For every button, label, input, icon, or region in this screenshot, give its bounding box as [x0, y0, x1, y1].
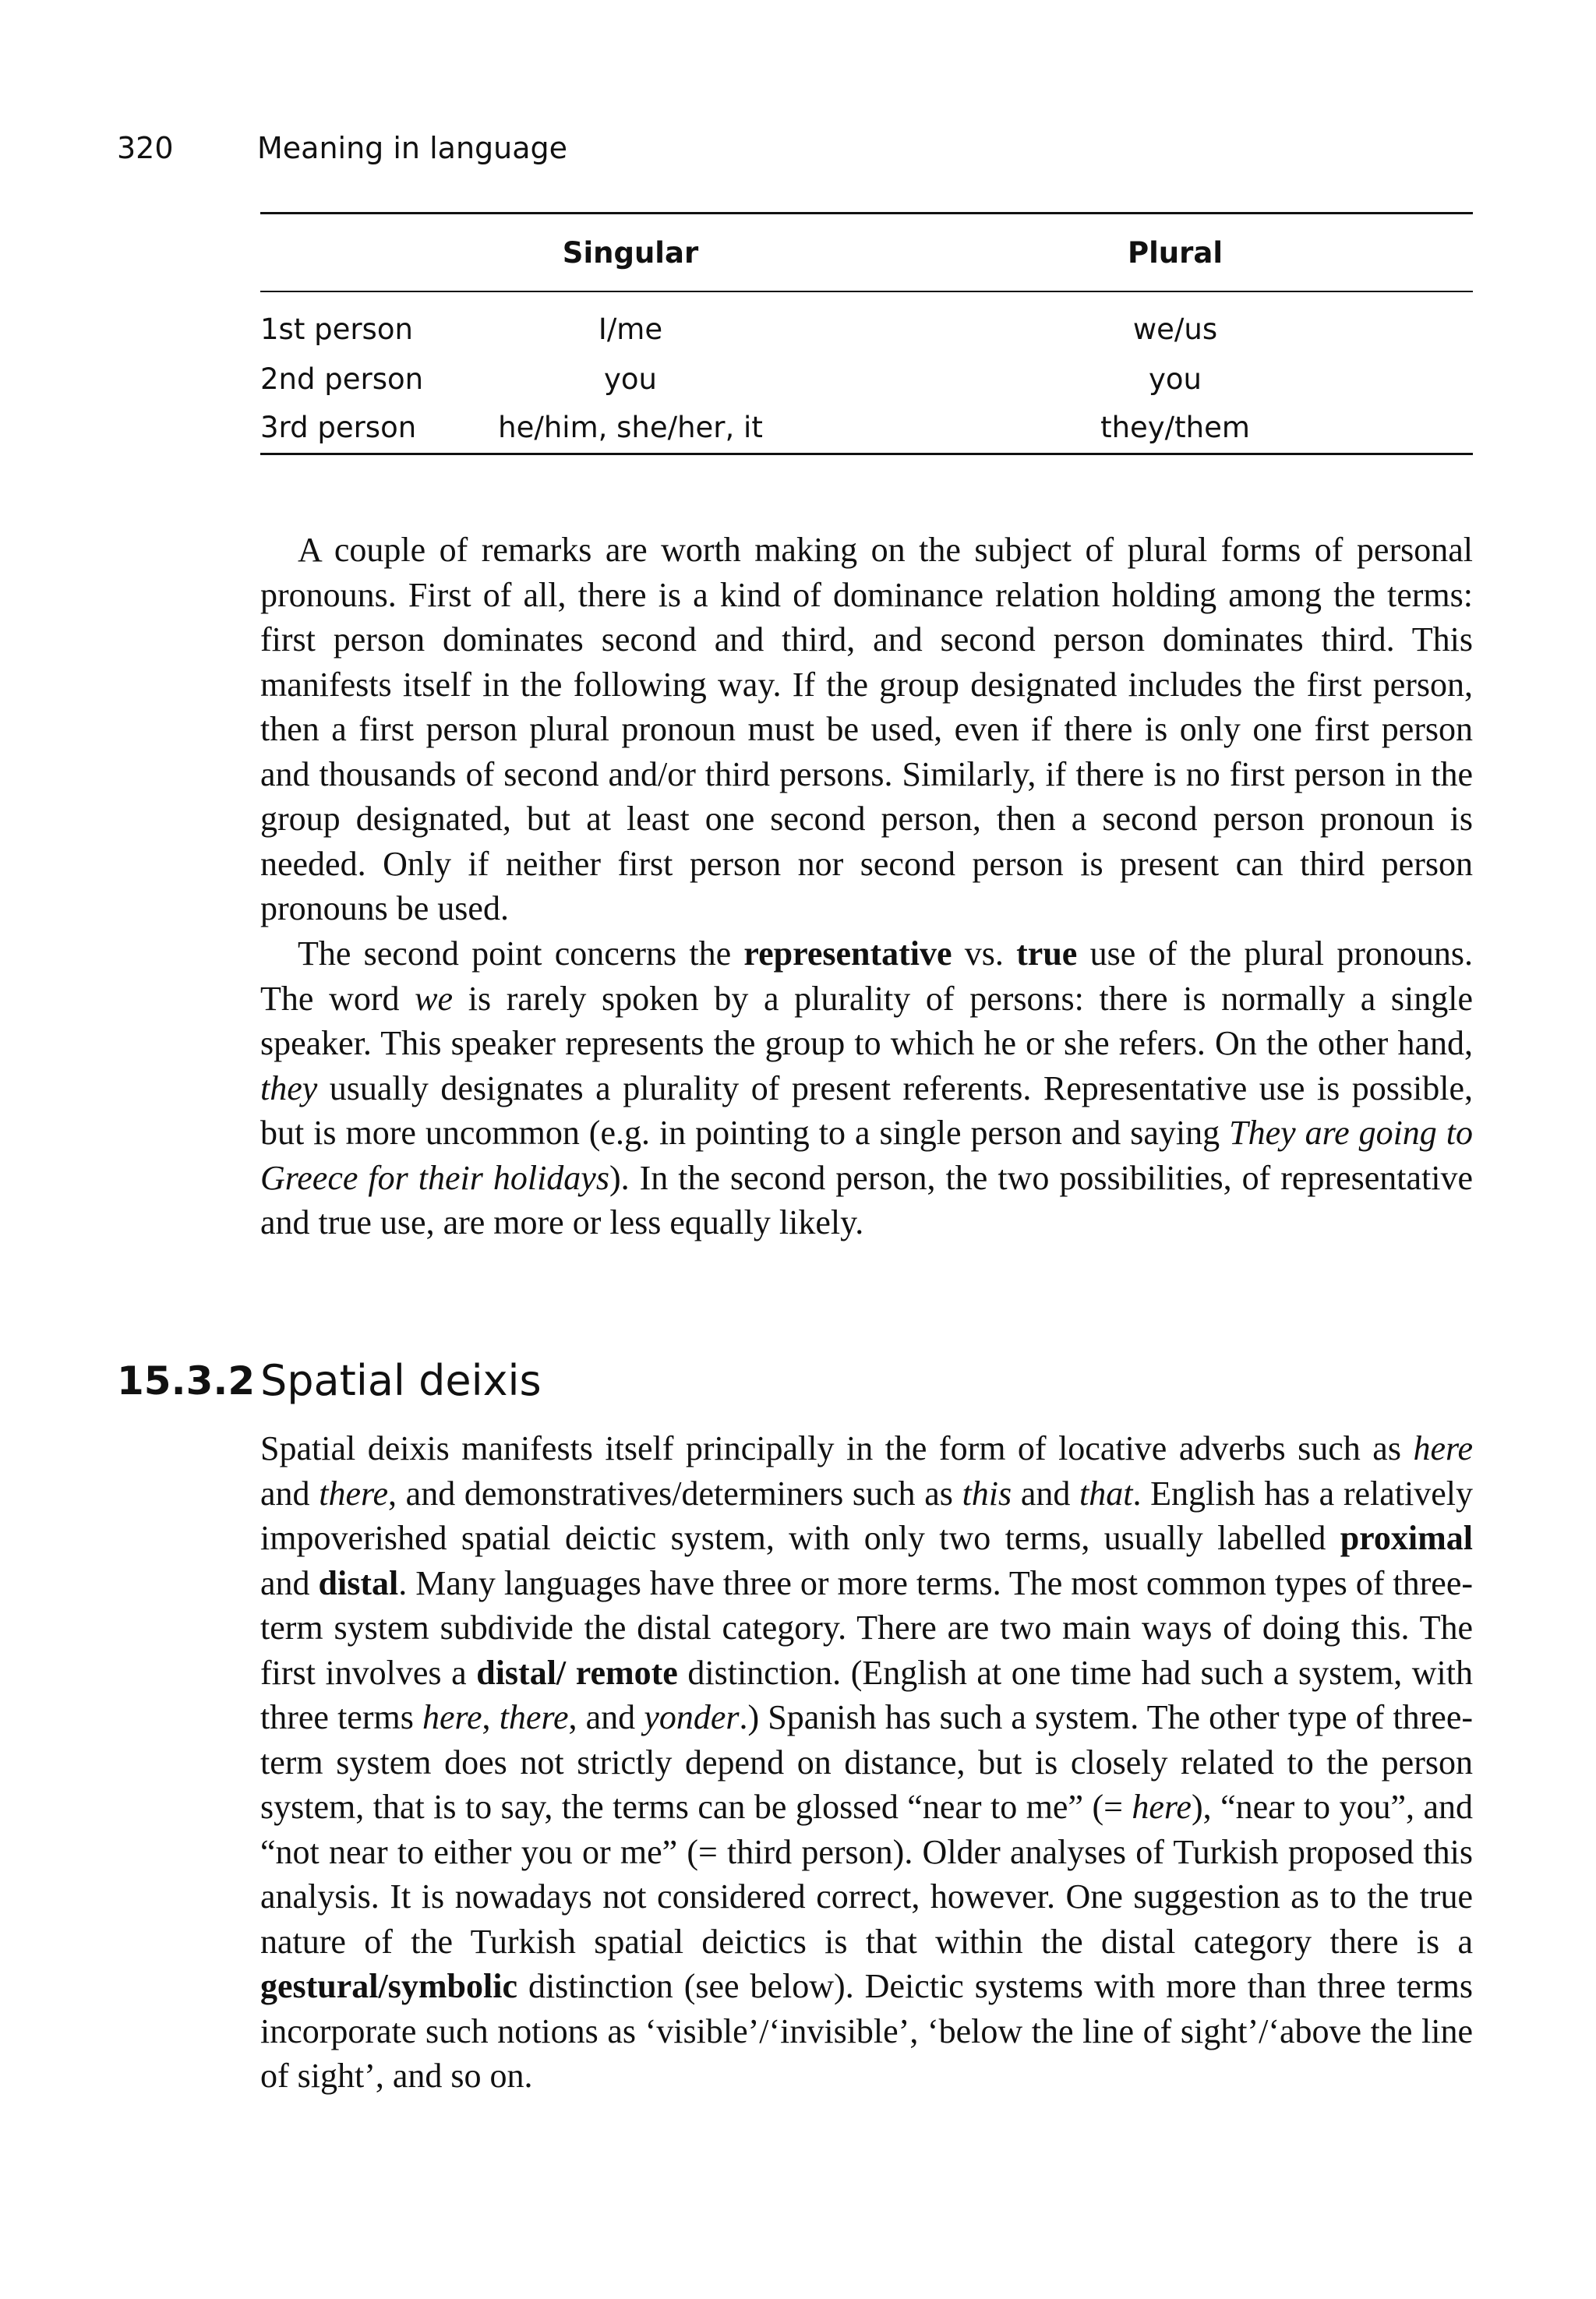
term-distal: distal [318, 1563, 399, 1602]
row-label: 3rd person [260, 411, 417, 444]
term-representative: representative [743, 934, 952, 973]
pronoun-table [260, 212, 1473, 455]
cell-singular: he/him, she/her, it [498, 411, 763, 444]
cell-singular: you [604, 362, 657, 396]
table-row [260, 362, 1473, 406]
column-header-singular: Singular [562, 236, 699, 270]
example-sentence: They are going to Greece for their holidays [260, 1114, 1473, 1197]
running-title: Meaning in language [257, 131, 568, 165]
cell-plural: they/them [1100, 411, 1250, 444]
term-proximal: proximal [1340, 1519, 1473, 1557]
cell-plural: you [1149, 362, 1202, 396]
cell-plural: we/us [1132, 313, 1218, 346]
table-row [260, 313, 1473, 356]
paragraph-plural-remarks: A couple of remarks are worth making on the subject of plural forms of personal pronouns. First of all, there is a kind of dominance relation holding among the terms: first person dominates second and third, and second person dominates third. This manifests itself in the following way. If the group designated includes the first person, then a first person plural pronoun must be used, even if there is only one first person and thousands of second and/or third persons. Similarly, if there is no first person in the group designated, but at least one second person, then a second person pronoun is needed. Only if neither first person nor second person is present can third person pronouns be used. [260, 531, 1473, 927]
term-true: true [1016, 934, 1078, 973]
table-row [260, 411, 1473, 454]
paragraph-spatial-deixis: Spatial deixis manifests itself principally in the form of locative adverbs such as here and there, and demonstratives/determiners such as this and that. English has a relatively impoverished spatial deictic system, with only two terms, usually labelled proximal and distal. Many languages have three or more terms. The most common types of three-term system subdivide the distal category. There are two main ways of doing this. The first involves a distal/ remote distinction. (English at one time had such a system, with three terms here, there, and yonder.) Spanish has such a system. The other type of three-term system does not strictly depend on distance, but is closely related to the person system, that is to say, the terms can be glossed “near to me” (= here), “near to you”, and “not near to either you or me” (= third person). Older analyses of Turkish proposed this analysis. It is nowadays not considered correct, however. One suggestion as to the true nature of the Turkish spatial deictics is that within the distal category there is a gestural/symbolic distinction (see below). Deictic systems with more than three terms incorporate such notions as ‘visible’/‘invisible’, ‘below the line of sight’/‘above the line of sight’, and so on. [260, 1429, 1474, 2095]
cell-singular: I/me [598, 313, 663, 346]
term-distal-remote: distal/ remote [476, 1653, 678, 1692]
table-header [260, 214, 1473, 291]
table-body [260, 292, 1473, 453]
row-label: 2nd person [260, 362, 424, 396]
paragraph-representative-use: The second point concerns the representative vs. true use of the plural pronouns. The word we is rarely spoken by a plurality of persons: there is normally a single speaker. This speaker represents the group to which he or she refers. On the other hand, they usually designates a plurality of present referents. Representative use is possible, but is more uncommon (e.g. in pointing to a single person and saying They are going to Greece for their holidays). In the second person, the two possibilities, of representative and true use, are more or less equally likely. [260, 934, 1474, 1241]
page-number: 320 [117, 131, 174, 165]
row-label: 1st person [260, 313, 413, 346]
term-gestural-symbolic: gestural/symbolic [260, 1967, 517, 2005]
column-header-plural: Plural [1127, 236, 1223, 270]
section-number: 15.3.2 [117, 1358, 256, 1404]
section-title: Spatial deixis [260, 1356, 542, 1405]
